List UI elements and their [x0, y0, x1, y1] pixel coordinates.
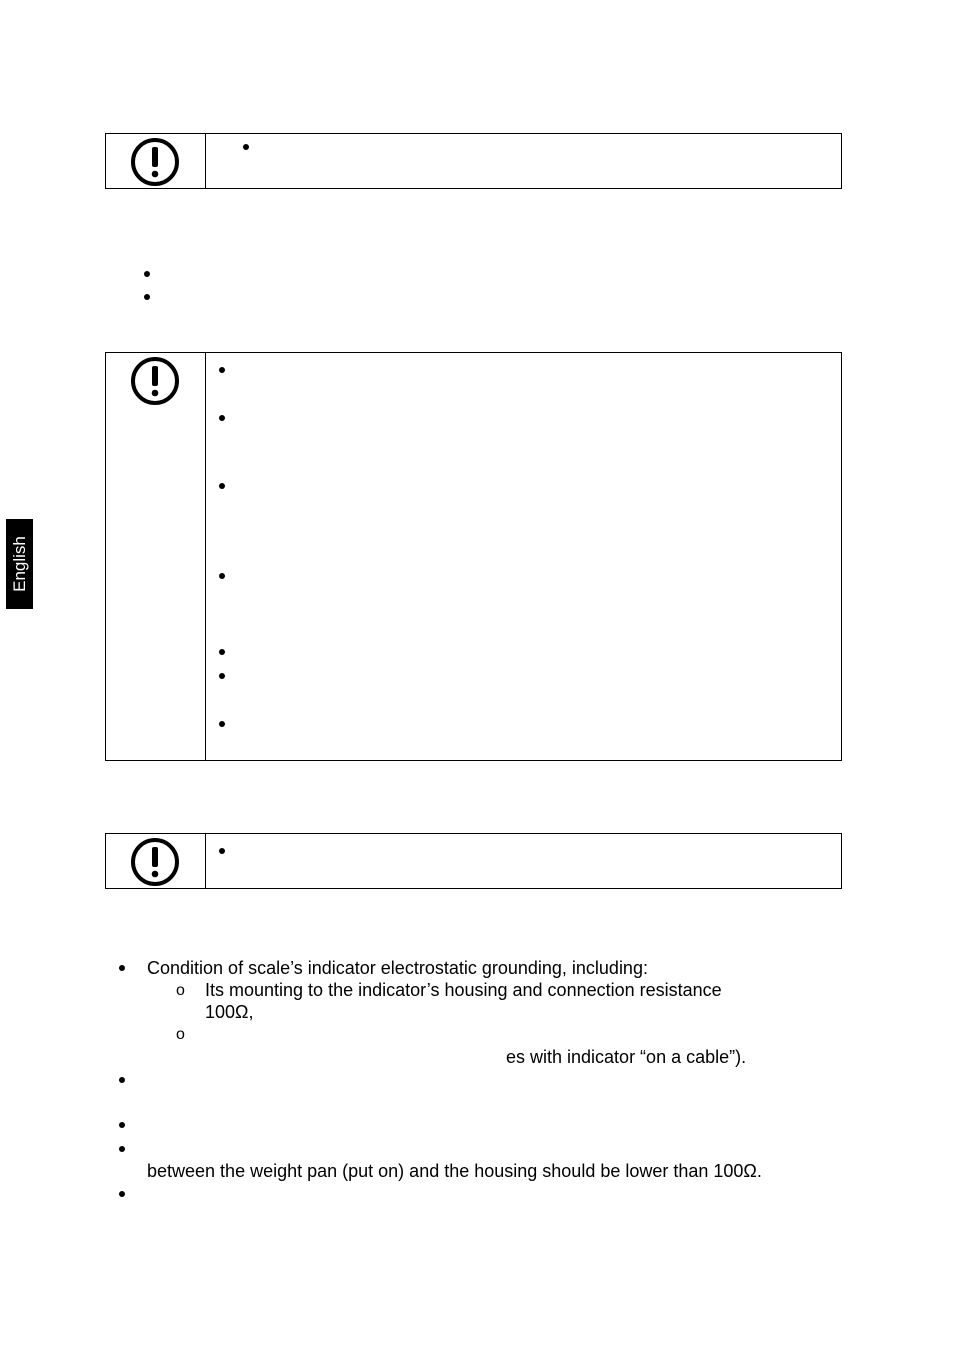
warning-icon-cell: [106, 834, 206, 888]
bullet: [219, 848, 225, 854]
warning-box-2: [105, 352, 842, 761]
bullet: [243, 144, 249, 150]
sub-bullet-circle: o: [176, 1026, 185, 1043]
exclamation-icon: [129, 355, 181, 407]
language-tab-label: English: [9, 536, 29, 592]
list-item-text: between the weight pan (put on) and the housing should be lower than 100Ω.: [147, 1161, 762, 1181]
bullet: [219, 721, 225, 727]
bullet: [219, 415, 225, 421]
bullet: [119, 1191, 125, 1197]
bullet: [144, 294, 150, 300]
bullet: [119, 1077, 125, 1083]
warning-icon-cell: [106, 134, 206, 188]
sub-item-text: es with indicator “on a cable”).: [506, 1047, 747, 1067]
warning-box-3: [105, 833, 842, 889]
bullet: [119, 1146, 125, 1152]
exclamation-icon: [129, 836, 181, 888]
sub-item-text: 100Ω,: [205, 1002, 254, 1022]
sub-item-text: Its mounting to the indicator’s housing and connection resistance: [205, 980, 722, 1000]
bullet: [219, 483, 225, 489]
bullet: [119, 965, 125, 971]
sub-bullet-circle: o: [176, 982, 185, 999]
bullet: [144, 271, 150, 277]
bullet: [219, 649, 225, 655]
warning-icon-cell: [106, 353, 206, 760]
warning-box-1: [105, 133, 842, 189]
list-item-text: Condition of scale’s indicator electrostatic grounding, including:: [147, 958, 648, 978]
bullet: [219, 367, 225, 373]
bullet: [219, 673, 225, 679]
bullet: [119, 1122, 125, 1128]
language-tab: [6, 519, 33, 609]
bullet: [219, 573, 225, 579]
exclamation-icon: [129, 136, 181, 188]
